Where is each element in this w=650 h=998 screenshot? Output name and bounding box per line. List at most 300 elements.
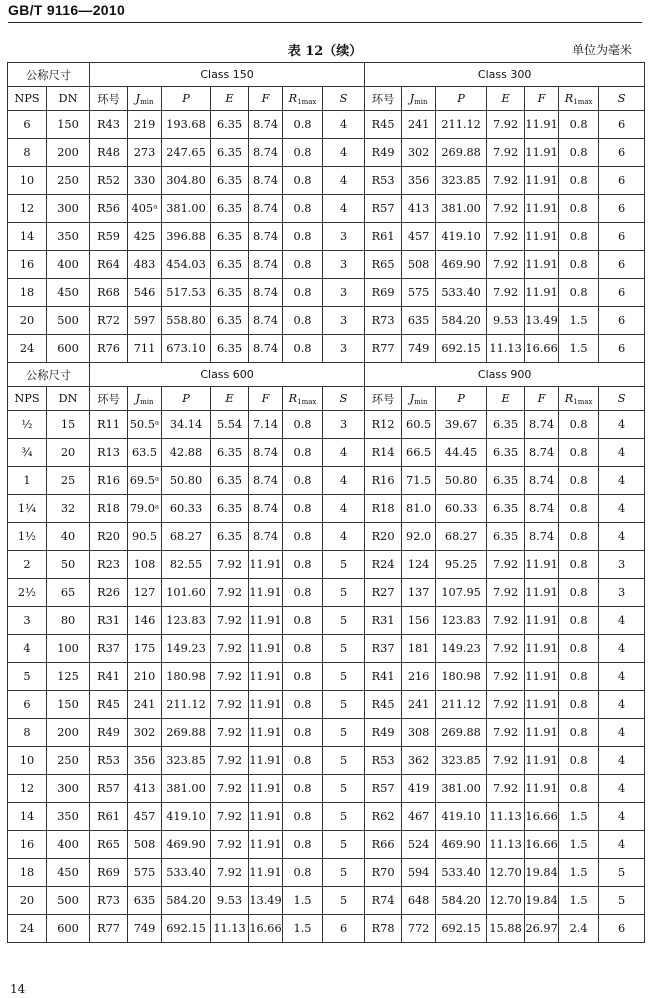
- table-cell: 8.74: [525, 411, 559, 439]
- right-jmin-header: [402, 387, 436, 411]
- table-cell: R45: [365, 111, 402, 139]
- table-cell: R13: [90, 439, 128, 467]
- table-cell: 4: [599, 635, 645, 663]
- header-rule: [8, 22, 642, 23]
- right-p-header-symbol: P: [457, 392, 465, 405]
- table-row: [8, 831, 645, 859]
- table-cell: R53: [365, 747, 402, 775]
- table-cell: 11.13: [487, 831, 525, 859]
- table-cell: 50.80: [436, 467, 487, 495]
- table-cell: 181: [402, 635, 436, 663]
- table-cell: 8.74: [249, 307, 283, 335]
- table-cell: 6.35: [487, 411, 525, 439]
- table-cell: 7.92: [211, 719, 249, 747]
- table-cell: 673.10: [162, 335, 211, 363]
- table-cell: 0.8: [559, 223, 599, 251]
- table-cell: 7.92: [487, 635, 525, 663]
- left-e-header-symbol: E: [225, 392, 234, 405]
- table-cell: 4: [599, 467, 645, 495]
- table-cell: 7.92: [487, 579, 525, 607]
- table-cell: 16.66: [525, 335, 559, 363]
- right-jmin-header-symbol: J: [409, 91, 415, 105]
- table-cell: 40: [47, 523, 90, 551]
- table-cell: 5: [323, 691, 365, 719]
- table-cell: R66: [365, 831, 402, 859]
- table-cell: 4: [323, 467, 365, 495]
- table-cell: 71.5: [402, 467, 436, 495]
- standard-number: GB/T 9116—2010: [8, 2, 126, 18]
- table-cell: 0.8: [283, 439, 323, 467]
- table-cell: 7.92: [487, 775, 525, 803]
- table-cell: 300: [47, 195, 90, 223]
- table-cell: 150: [47, 691, 90, 719]
- table-cell: 15: [47, 411, 90, 439]
- table-cell: 350: [47, 803, 90, 831]
- table-cell: ¾: [8, 439, 47, 467]
- table-cell: 24: [8, 335, 47, 363]
- left-e-header-symbol: E: [225, 92, 234, 105]
- table-cell: R37: [365, 635, 402, 663]
- table-cell: 0.8: [283, 719, 323, 747]
- table-cell: R57: [365, 195, 402, 223]
- table-cell: 413: [402, 195, 436, 223]
- table-cell: 13.49: [249, 887, 283, 915]
- table-cell: 483: [128, 251, 162, 279]
- table-cell: 0.8: [559, 495, 599, 523]
- table-cell: 211.12: [436, 691, 487, 719]
- table-row: [8, 607, 645, 635]
- table-cell: ½: [8, 411, 47, 439]
- flange-ring-table: [7, 62, 645, 943]
- table-cell: R78: [365, 915, 402, 943]
- table-cell: 8.74: [249, 495, 283, 523]
- right-r-header-subscript: 1max: [573, 97, 593, 106]
- table-cell: 6: [599, 167, 645, 195]
- table-cell: 11.91: [249, 579, 283, 607]
- table-cell: 6.35: [211, 139, 249, 167]
- table-cell: 39.67: [436, 411, 487, 439]
- table-cell: 4: [599, 719, 645, 747]
- table-row: [8, 307, 645, 335]
- table-cell: R45: [90, 691, 128, 719]
- table-cell: 8: [8, 139, 47, 167]
- table-cell: 11.91: [525, 607, 559, 635]
- table-cell: 4: [599, 691, 645, 719]
- left-r-header-subscript: 1max: [297, 97, 317, 106]
- table-cell: 6: [599, 915, 645, 943]
- table-cell: 362: [402, 747, 436, 775]
- dn-header: DN: [47, 87, 90, 111]
- table-cell: 692.15: [436, 335, 487, 363]
- right-s-header-symbol: S: [617, 92, 626, 105]
- table-cell: 7.92: [211, 691, 249, 719]
- table-cell: 241: [402, 691, 436, 719]
- table-cell: R11: [90, 411, 128, 439]
- table-cell: 356: [128, 747, 162, 775]
- table-row: [8, 167, 645, 195]
- table-cell: 9.53: [487, 307, 525, 335]
- table-cell: 14: [8, 803, 47, 831]
- table-cell: 6.35: [211, 167, 249, 195]
- table-cell: 7.92: [487, 719, 525, 747]
- table-cell: 381.00: [436, 195, 487, 223]
- table-cell: 241: [402, 111, 436, 139]
- table-cell: 5: [323, 663, 365, 691]
- table-cell: 0.8: [283, 195, 323, 223]
- table-cell: 635: [402, 307, 436, 335]
- table-cell: 13.49: [525, 307, 559, 335]
- table-cell: 180.98: [162, 663, 211, 691]
- table-cell: 241: [128, 691, 162, 719]
- table-cell: R68: [90, 279, 128, 307]
- table-cell: 44.45: [436, 439, 487, 467]
- table-cell: 0.8: [283, 251, 323, 279]
- table-cell: 400: [47, 831, 90, 859]
- table-cell: 125: [47, 663, 90, 691]
- table-cell: 1.5: [283, 887, 323, 915]
- table-cell: 6: [8, 691, 47, 719]
- table-cell: 508: [128, 831, 162, 859]
- table-cell: R61: [90, 803, 128, 831]
- table-row: [8, 915, 645, 943]
- nps-header: NPS: [8, 87, 47, 111]
- right-r-header: [559, 87, 599, 111]
- right-e-header-symbol: E: [501, 392, 510, 405]
- table-cell: 11.91: [525, 139, 559, 167]
- table-cell: 7.92: [211, 747, 249, 775]
- table-cell: R16: [90, 467, 128, 495]
- table-cell: R70: [365, 859, 402, 887]
- table-cell: R31: [90, 607, 128, 635]
- table-cell: R53: [90, 747, 128, 775]
- table-row: [8, 635, 645, 663]
- table-cell: 18: [8, 279, 47, 307]
- right-e-header: [487, 87, 525, 111]
- table-cell: 6.35: [211, 523, 249, 551]
- table-cell: 0.8: [283, 467, 323, 495]
- table-cell: R24: [365, 551, 402, 579]
- table-cell: R49: [365, 139, 402, 167]
- table-row: [8, 467, 645, 495]
- table-cell: 0.8: [283, 411, 323, 439]
- table-cell: R77: [90, 915, 128, 943]
- table-cell: 302: [402, 139, 436, 167]
- table-cell: 269.88: [436, 719, 487, 747]
- table-cell: 594: [402, 859, 436, 887]
- right-f-header-symbol: F: [537, 92, 546, 105]
- table-cell: 7.92: [487, 607, 525, 635]
- table-cell: 11.91: [525, 747, 559, 775]
- left-p-header: [162, 387, 211, 411]
- table-cell: R31: [365, 607, 402, 635]
- table-cell: 5: [323, 579, 365, 607]
- right-r-header: [559, 387, 599, 411]
- table-cell: 0.8: [559, 195, 599, 223]
- table-cell: 11.91: [249, 775, 283, 803]
- table-cell: R16: [365, 467, 402, 495]
- table-cell: 6.35: [211, 223, 249, 251]
- table-cell: 692.15: [436, 915, 487, 943]
- table-cell: 0.8: [559, 775, 599, 803]
- table-cell: 450: [47, 279, 90, 307]
- table-cell: 19.84: [525, 887, 559, 915]
- table-cell: 247.65: [162, 139, 211, 167]
- table-cell: 50.5ᵃ: [128, 411, 162, 439]
- table-row: [8, 551, 645, 579]
- table-cell: 65: [47, 579, 90, 607]
- table-row: [8, 195, 645, 223]
- table-cell: 302: [128, 719, 162, 747]
- left-jmin-header-symbol: J: [135, 91, 141, 105]
- table-cell: 0.8: [283, 803, 323, 831]
- right-ring-header: 环号: [365, 87, 402, 111]
- table-cell: 11.91: [525, 579, 559, 607]
- table-cell: 5: [599, 859, 645, 887]
- table-cell: 6: [323, 915, 365, 943]
- table-cell: 0.8: [559, 607, 599, 635]
- table-cell: 11.91: [249, 663, 283, 691]
- table-cell: 60.33: [162, 495, 211, 523]
- table-cell: 16: [8, 251, 47, 279]
- table-cell: 469.90: [436, 831, 487, 859]
- right-class-header: Class 300: [365, 63, 645, 87]
- table-cell: 7.92: [211, 775, 249, 803]
- right-ring-header: 环号: [365, 387, 402, 411]
- left-p-header-symbol: P: [182, 392, 190, 405]
- table-cell: 211.12: [436, 111, 487, 139]
- table-cell: 60.5: [402, 411, 436, 439]
- table-cell: 8: [8, 719, 47, 747]
- table-cell: 211.12: [162, 691, 211, 719]
- table-cell: 500: [47, 887, 90, 915]
- table-cell: 11.91: [249, 831, 283, 859]
- left-s-header-symbol: S: [339, 92, 348, 105]
- table-cell: 419.10: [436, 803, 487, 831]
- table-cell: 0.8: [559, 167, 599, 195]
- table-cell: 11.91: [525, 223, 559, 251]
- table-cell: 400: [47, 251, 90, 279]
- table-cell: 0.8: [283, 747, 323, 775]
- table-cell: 219: [128, 111, 162, 139]
- table-row: [8, 251, 645, 279]
- table-cell: 772: [402, 915, 436, 943]
- table-cell: 1.5: [283, 915, 323, 943]
- left-p-header-symbol: P: [182, 92, 190, 105]
- table-cell: 0.8: [283, 607, 323, 635]
- table-cell: 7.92: [211, 551, 249, 579]
- table-cell: 6.35: [211, 279, 249, 307]
- left-class-header: Class 150: [90, 63, 365, 87]
- table-cell: 7.92: [487, 139, 525, 167]
- table-cell: 7.92: [487, 747, 525, 775]
- table-cell: 42.88: [162, 439, 211, 467]
- table-cell: 4: [599, 831, 645, 859]
- table-row: [8, 747, 645, 775]
- right-p-header: [436, 87, 487, 111]
- table-cell: 8.74: [249, 195, 283, 223]
- table-cell: 381.00: [162, 195, 211, 223]
- table-cell: 4: [599, 439, 645, 467]
- table-cell: 749: [128, 915, 162, 943]
- table-cell: 11.91: [249, 719, 283, 747]
- table-cell: 300: [47, 775, 90, 803]
- table-cell: 0.8: [283, 167, 323, 195]
- table-cell: 11.91: [249, 859, 283, 887]
- table-cell: 396.88: [162, 223, 211, 251]
- table-cell: 66.5: [402, 439, 436, 467]
- table-cell: R73: [90, 887, 128, 915]
- table-cell: 584.20: [162, 887, 211, 915]
- table-cell: 250: [47, 167, 90, 195]
- table-cell: 4: [599, 411, 645, 439]
- table-cell: 210: [128, 663, 162, 691]
- left-f-header: [249, 87, 283, 111]
- table-cell: 0.8: [283, 691, 323, 719]
- table-cell: 584.20: [436, 887, 487, 915]
- nominal-size-header: 公称尺寸: [8, 63, 90, 87]
- table-cell: 8.74: [525, 439, 559, 467]
- table-cell: 6.35: [487, 523, 525, 551]
- table-cell: 25: [47, 467, 90, 495]
- table-cell: 108: [128, 551, 162, 579]
- table-cell: 467: [402, 803, 436, 831]
- table-cell: 0.8: [559, 111, 599, 139]
- table-cell: 269.88: [162, 719, 211, 747]
- right-f-header-symbol: F: [537, 392, 546, 405]
- table-cell: 7.14: [249, 411, 283, 439]
- table-cell: 533.40: [436, 859, 487, 887]
- table-cell: 0.8: [559, 439, 599, 467]
- table-cell: 11.91: [525, 167, 559, 195]
- table-cell: 69.5ᵃ: [128, 467, 162, 495]
- table-cell: 323.85: [436, 747, 487, 775]
- table-cell: 81.0: [402, 495, 436, 523]
- right-p-header-symbol: P: [457, 92, 465, 105]
- table-cell: 123.83: [436, 607, 487, 635]
- table-cell: 18: [8, 859, 47, 887]
- table-cell: 200: [47, 719, 90, 747]
- table-cell: 0.8: [283, 223, 323, 251]
- table-cell: 8.74: [525, 523, 559, 551]
- table-row: [8, 111, 645, 139]
- table-cell: 6.35: [211, 307, 249, 335]
- table-cell: 3: [8, 607, 47, 635]
- table-cell: R18: [365, 495, 402, 523]
- table-cell: R59: [90, 223, 128, 251]
- table-cell: R45: [365, 691, 402, 719]
- table-cell: R73: [365, 307, 402, 335]
- table-cell: 597: [128, 307, 162, 335]
- table-cell: 4: [323, 195, 365, 223]
- table-cell: 575: [402, 279, 436, 307]
- left-r-header: [283, 87, 323, 111]
- table-cell: 648: [402, 887, 436, 915]
- left-s-header: [323, 87, 365, 111]
- table-cell: 4: [8, 635, 47, 663]
- table-cell: 32: [47, 495, 90, 523]
- table-cell: 0.8: [283, 111, 323, 139]
- table-cell: 100: [47, 635, 90, 663]
- table-cell: 156: [402, 607, 436, 635]
- table-cell: 193.68: [162, 111, 211, 139]
- table-cell: 457: [128, 803, 162, 831]
- table-cell: R12: [365, 411, 402, 439]
- table-cell: 4: [323, 523, 365, 551]
- table-cell: 8.74: [525, 495, 559, 523]
- table-cell: 16: [8, 831, 47, 859]
- table-cell: 0.8: [559, 251, 599, 279]
- table-cell: 749: [402, 335, 436, 363]
- table-cell: 0.8: [283, 859, 323, 887]
- table-cell: 711: [128, 335, 162, 363]
- table-cell: 7.92: [487, 279, 525, 307]
- table-cell: 356: [402, 167, 436, 195]
- table-cell: 6: [599, 139, 645, 167]
- table-cell: 0.8: [559, 663, 599, 691]
- table-cell: 8.74: [249, 139, 283, 167]
- table-cell: 12.70: [487, 859, 525, 887]
- dn-header: DN: [47, 387, 90, 411]
- table-cell: 3: [599, 551, 645, 579]
- table-cell: R41: [90, 663, 128, 691]
- left-p-header: [162, 87, 211, 111]
- table-cell: 90.5: [128, 523, 162, 551]
- table-cell: 6.35: [211, 495, 249, 523]
- table-cell: 0.8: [283, 495, 323, 523]
- table-cell: 6: [599, 195, 645, 223]
- table-cell: 0.8: [283, 775, 323, 803]
- right-class-header: Class 900: [365, 363, 645, 387]
- table-row: [8, 579, 645, 607]
- table-cell: 79.0ᵃ: [128, 495, 162, 523]
- right-s-header: [599, 87, 645, 111]
- table-cell: 6: [599, 223, 645, 251]
- table-cell: 146: [128, 607, 162, 635]
- table-cell: 11.91: [525, 551, 559, 579]
- table-cell: 11.91: [525, 719, 559, 747]
- table-cell: 6: [8, 111, 47, 139]
- table-cell: 127: [128, 579, 162, 607]
- table-title: 表 12（续）: [287, 44, 363, 59]
- table-cell: 0.8: [283, 635, 323, 663]
- table-cell: 524: [402, 831, 436, 859]
- table-cell: 1.5: [559, 307, 599, 335]
- table-cell: R57: [365, 775, 402, 803]
- table-cell: 175: [128, 635, 162, 663]
- right-jmin-header-subscript: min: [414, 97, 428, 106]
- table-cell: R20: [365, 523, 402, 551]
- right-jmin-header: [402, 87, 436, 111]
- table-cell: R20: [90, 523, 128, 551]
- table-cell: 68.27: [436, 523, 487, 551]
- table-cell: 413: [128, 775, 162, 803]
- left-jmin-header-symbol: J: [135, 391, 141, 405]
- table-cell: 124: [402, 551, 436, 579]
- table-cell: 8.74: [249, 523, 283, 551]
- table-cell: 14: [8, 223, 47, 251]
- table-cell: 7.92: [487, 195, 525, 223]
- table-cell: R69: [365, 279, 402, 307]
- class-header-row: [8, 363, 645, 387]
- table-cell: 11.91: [525, 775, 559, 803]
- table-cell: 4: [323, 111, 365, 139]
- table-cell: 5: [323, 803, 365, 831]
- table-cell: 95.25: [436, 551, 487, 579]
- table-cell: 24: [8, 915, 47, 943]
- right-r-header-symbol: R: [564, 91, 574, 105]
- table-cell: 508: [402, 251, 436, 279]
- table-cell: 7.92: [211, 663, 249, 691]
